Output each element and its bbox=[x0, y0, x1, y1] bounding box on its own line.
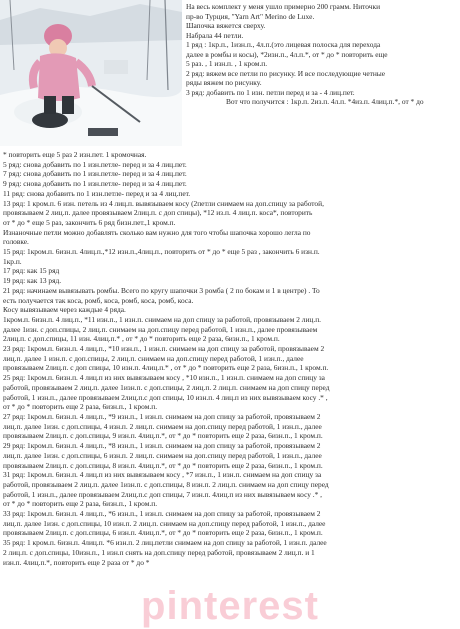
instruction-line: Изнаночные петли можно добавлять сколько вам нужно для того чтобы шапочка хорошо легла по bbox=[3, 227, 311, 237]
instruction-line: 25 ряд: 1кром.п. 6изн.п. 4 лиц.п из них вывязываем косу , *10 изн.п., 1 изн.п. снимаем на доп спицу за bbox=[3, 373, 325, 383]
instruction-line: 11 ряд: снова добавить по 1 изн.петле- перед и за 4 лиц.пет. bbox=[3, 188, 191, 198]
instruction-line: 2 лиц.п. с доп.спицы, 10изн.п., 1 изн.п снять на доп.спицу перед работой, провязываем 2 лиц.п. и 1 bbox=[3, 547, 315, 557]
instruction-line: 21 ряд: начинаем вывязывать ромбы. Всего по кругу шапочки 3 ромба ( 2 по бокам и 1 в центре) . То bbox=[3, 285, 320, 295]
instruction-line: изн.п. 4лиц.п.*, повторить еще 2 раза от * до * bbox=[3, 557, 150, 567]
instruction-line: 1кром.п. 6изн.п. 4 лиц.п., *11 изн.п., 1 изн.п. снимаем на доп спицу за работой, провязываем 2 лиц.п. bbox=[3, 314, 322, 324]
instruction-line: 19 ряд: как 13 ряд. bbox=[3, 276, 62, 286]
instruction-line: 29 ряд: 1кром.п. 6изн.п. 4 лиц.п., *8 изн.п., 1 изн.п. снимаем на доп спицу за работой, провязываем 2 bbox=[3, 441, 321, 451]
instruction-line: лиц.п. далее 1изн. с доп.спицы, 10 изн.п. 2 лиц.п. снимаем на доп.спицу перед работой, 1 изн.п., далее bbox=[3, 518, 326, 528]
instruction-line: 5 ряд: снова добавить по 1 изн.петле- перед и за 4 лиц.пет. bbox=[3, 159, 187, 169]
intro-text-block bbox=[186, 2, 458, 107]
instruction-line: от * до * повторить еще 2 раза, 6изн.п., 1 кром.п. bbox=[3, 499, 158, 509]
instruction-line: 2лиц.п. с доп.спицы, 11 изн. 4лиц.п.* , от * до * повторить еще 2 раза, 6изн.п., 1 кром.п. bbox=[3, 334, 280, 344]
intro-line: 3 ряд: добавить по 1 изн. петли перед и за - 4 лиц.пет. bbox=[186, 87, 355, 97]
intro-line: Вот что получится : 1кр.п. 2из.п. 4л.п. *4из.п. 4лиц.п.*, от * до bbox=[226, 97, 424, 107]
instruction-line: 27 ряд: 1кром.п. 6изн.п. 4 лиц.п., *9 изн.п., 1 изн.п. снимаем на доп спицу за работой, провязываем 2 bbox=[3, 411, 321, 421]
instruction-line: 23 ряд: 1кром.п. 6изн.п. 4 лиц.п., *10 изн.п., 1 изн.п. снимаем на доп спицу за работой, провязываем 2 bbox=[3, 344, 325, 354]
child-in-snow-photo bbox=[0, 0, 182, 146]
instruction-line: провязываем 2лиц.п. с доп спицы, 10 изн.п. 4лиц.п.* , от * до * повторить еще 2 раза, 6изн.п., 1 кром.п. bbox=[3, 363, 329, 373]
intro-line: пр-во Турция, "Yarn Art" Merino de Luxe. bbox=[186, 11, 315, 21]
pattern-instructions bbox=[3, 150, 458, 567]
instruction-line: лиц.п. далее 1 изн.п. с доп.спицы, 2 лиц.п. снимаем на доп.спицу перед работой, 1 изн.п., далее bbox=[3, 353, 304, 363]
instruction-line: от * до * повторить еще 2 раза, 6изн.п., 1 кром.п. bbox=[3, 402, 158, 412]
photo-illustration bbox=[0, 0, 182, 146]
instruction-line: 9 ряд: снова добавить по 1 изн.петле- перед и за 4 лиц.пет. bbox=[3, 179, 187, 189]
instruction-line: 31 ряд: 1кром.п. 6изн.п. 4 лиц.п из них вывязываем косу , *7 изн.п., 1 изн.п. снимаем на доп спицу за bbox=[3, 470, 322, 480]
instruction-line: 1кр.п. bbox=[3, 256, 22, 266]
instruction-line: далее 1изн. с доп.спицы, 2 лиц.п. снимаем на доп.спицу перед работой, 1 изн.п., далее провязываем bbox=[3, 324, 318, 334]
instruction-line: провязываем 2 лиц.п. далее провязываем 2лиц.п. с доп спицы), *12 из.п. 4 лиц.п. коса*, повторить bbox=[3, 208, 313, 218]
intro-line: 2 ряд: вяжем все петли по рисунку. И все последующие четные bbox=[186, 68, 386, 78]
intro-line: На весь комплект у меня ушло примерно 200 грамм. Ниточки bbox=[186, 2, 381, 11]
instruction-line: 13 ряд: 1 кром.п. 6 изн. петель из 4 лиц.п. вывязываем косу (2петли снимаем на доп.спицу за работой, bbox=[3, 198, 324, 208]
instruction-line: 15 ряд: 1кром.п. 6изн.п. 4лиц.п.,*12 изн.п.,4лиц.п., повторить от * до * еще 5 раз , закончить 6 изн.п. bbox=[3, 247, 320, 257]
instruction-line: работой, провязываем 2 лиц.п. далее 1изн.п. с доп.спицы, 8 изн.п. 2 лиц.п. снимаем на доп спицу перед bbox=[3, 479, 329, 489]
instruction-line: провязываем 2лиц.п. с доп.спицы, 8 изн.п. 4лиц.п.*, от * до * повторить еще 2 раза, 6изн.п., 1 кром.п. bbox=[3, 460, 323, 470]
instruction-line: от * до * еще 5 раз, закончить 6 ряд бизн.пет.,1 кром.п. bbox=[3, 217, 176, 227]
intro-line: 1 ряд : 1кр.п., 1изн.п., 4л.п.(это лицевая полоска для перехода bbox=[186, 40, 381, 50]
instruction-line: провязываем 2лиц.п. с доп.спицы, 6 изн.п. 4лиц.п.*, от * до * повторить еще 2 раза, 6изн.п., 1 кром.п. bbox=[3, 528, 323, 538]
instruction-line: Косу вывязываем через каждые 4 ряда. bbox=[3, 305, 126, 315]
instruction-line: 33 ряд: 1кром.п. 6изн.п. 4 лиц.п., *6 изн.п., 1 изн.п. снимаем на доп спицу за работой, провязываем 2 bbox=[3, 509, 321, 519]
instruction-line: работой, 1 изн.п., далее провязываем 2лиц.п.с доп спицы, 10 изн.п. 4 лиц.п из них вывязываем косу .* , bbox=[3, 392, 328, 402]
intro-line: далее в ромбы и косы), *2изн.п., 4л.п.*, от * до * повторить еще bbox=[186, 49, 388, 59]
instruction-line: головке. bbox=[3, 237, 29, 247]
instruction-line: провязываем 2лиц.п. с доп.спицы, 9 изн.п. 4лиц.п.*, от * до * повторить еще 2 раза, 6изн.п., 1 кром.п. bbox=[3, 431, 323, 441]
instruction-line: 35 ряд: 1 кром.п. 6изн.п. 4лиц.п. *6 изн.п. 2 лиц.петли снимаем на доп спицу за работой, 1 изн.п. далее bbox=[3, 538, 327, 548]
instruction-line: лиц.п. далее 1изн. с доп.спицы, 6 изн.п. 2 лиц.п. снимаем на доп.спицу перед работой, 1 изн.п., далее bbox=[3, 450, 322, 460]
instruction-line: 17 ряд: как 15 ряд bbox=[3, 266, 60, 276]
instruction-line: есть получается так коса, ромб, коса, ромб, коса, ромб, коса. bbox=[3, 295, 194, 305]
pinterest-watermark: pinterest bbox=[141, 584, 319, 628]
intro-line: Шапочка вяжется сверху. bbox=[186, 21, 266, 31]
instruction-line: лиц.п. далее 1изн. с доп.спицы, 4 изн.п. 2 лиц.п. снимаем на доп.спицу перед работой, 1 изн.п., далее bbox=[3, 421, 322, 431]
intro-line: ряды вяжем по рисунку. bbox=[186, 78, 262, 88]
intro-line: Набрала 44 петли. bbox=[186, 30, 244, 40]
instruction-line: работой, 1 изн.п., далее провязываем 2лиц.п.с доп спицы, 7 изн.п. 4лиц.п из них вывязываем косу .* , bbox=[3, 489, 323, 499]
instruction-line: работой, провязываем 2 лиц.п. далее 1изн.п. с доп.спицы, 2 лиц.п. 2 лиц.п. снимаем на доп спицу перед bbox=[3, 382, 330, 392]
instruction-line: * повторить еще 5 раз 2 изн.пет. 1 кромочная. bbox=[3, 150, 147, 159]
instruction-line: 7 ряд: снова добавить по 1 изн.петле- перед и за 4 лиц.пет. bbox=[3, 169, 187, 179]
intro-line: 5 раз. , 1 изн.п. , 1 кром.п. bbox=[186, 59, 268, 69]
